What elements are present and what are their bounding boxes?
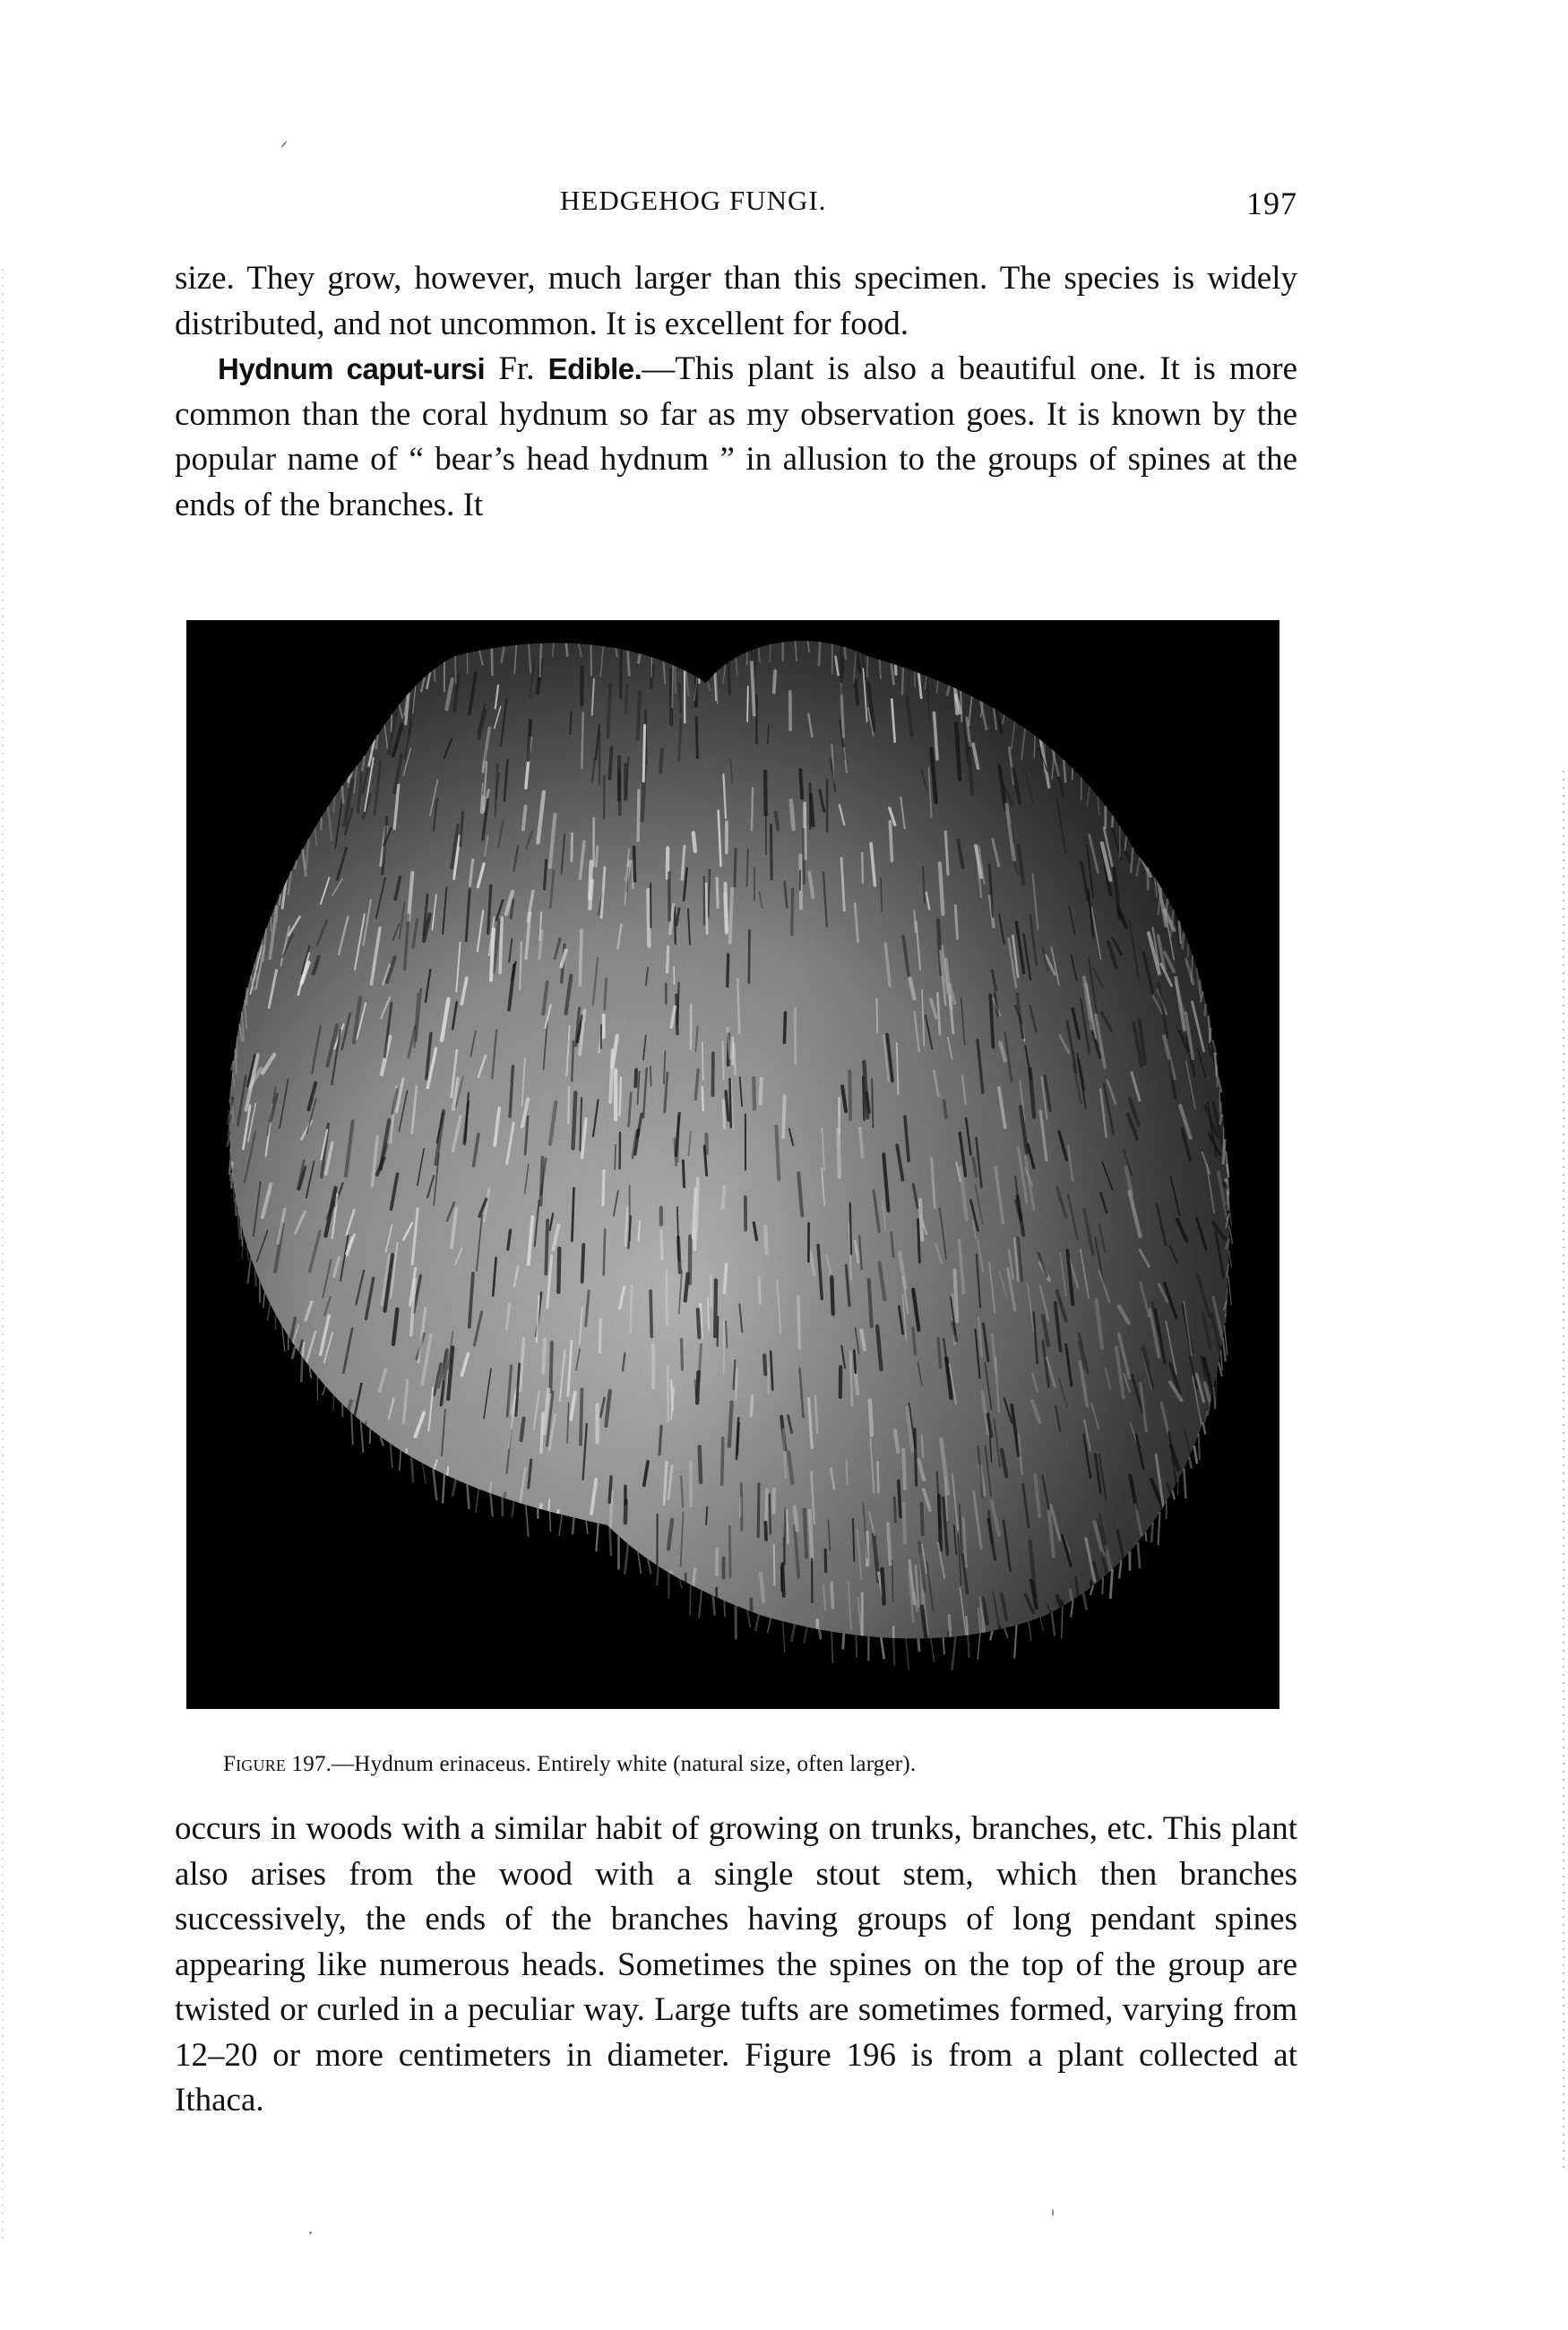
fringe-spine (675, 666, 676, 694)
figure-photo (186, 620, 1279, 1709)
figure-caption (223, 1752, 1271, 1777)
text-block-bottom (175, 1807, 1297, 2124)
fringe-spine (902, 668, 903, 695)
fringe-spine (1199, 1434, 1200, 1460)
chapter-title: HEDGEHOG FUNGI. (560, 185, 827, 216)
fringe-spine (370, 1428, 371, 1444)
fringe-spine (246, 988, 247, 1005)
fringe-spine (573, 1518, 574, 1535)
fringe-spine (1205, 1004, 1206, 1016)
fringe-spine (1062, 1606, 1063, 1638)
speck (280, 141, 288, 149)
paragraph-continuation: occurs in woods with a similar habit of growing on trunks, branches, etc. This plant also arises from the wood with a single stout stem, which then branches successively, the ends of the branches having groups of long pendant spines appearing like numerous heads. Sometimes the spines on the top of the group are twisted or curled in a peculiar way. Large tufts are sometimes formed, varying from 12–20 or more centimeters in diameter. Figure 196 is from a plant collected at Ithaca. (175, 1810, 1297, 2119)
hydnum-erinaceus-photo (186, 620, 1279, 1709)
fringe-spine (502, 1497, 503, 1516)
fringe-spine (943, 1637, 944, 1654)
page-number: 197 (1246, 186, 1297, 221)
fringe-spine (566, 643, 568, 657)
scan-artifact-left (2, 269, 4, 2240)
fringe-spine (455, 656, 456, 684)
fringe-spine (231, 1173, 232, 1189)
scan-artifact-right (1563, 771, 1564, 2169)
fringe-spine (819, 642, 820, 666)
fringe-spine (844, 647, 846, 660)
fringe-spine (301, 1357, 302, 1382)
fringe-spine (1102, 1577, 1103, 1594)
species-authority: Fr. (485, 350, 548, 387)
fringe-spine (690, 1584, 691, 1615)
speck (309, 2231, 312, 2234)
fringe-spine (550, 1512, 551, 1532)
paragraph-continued: size. They grow, however, much larger than this specimen. The species is widely distributed, and not uncommon. It is excellent for food. (175, 260, 1297, 342)
fringe-spine (1200, 979, 1201, 997)
fringe-spine (628, 651, 630, 677)
fringe-spine (236, 1048, 237, 1074)
fringe-spine (893, 1638, 894, 1666)
species-name: Hydnum caput-ursi (218, 352, 486, 385)
fringe-spine (492, 649, 493, 677)
caption-text: —Hydnum erinaceus. Entirely white (natural size, often larger). (332, 1752, 917, 1776)
fringe-spine (591, 645, 592, 677)
fringe-spine (1188, 944, 1189, 957)
fringe-spine (1034, 736, 1035, 758)
fringe-spine (1146, 1532, 1147, 1541)
fringe-spine (918, 1638, 919, 1652)
fringe-spine (724, 1601, 725, 1617)
fringe-spine (843, 1634, 844, 1650)
fringe-spine (1210, 1028, 1211, 1043)
fringe-spine (657, 1566, 658, 1586)
fringe-spine (867, 656, 868, 677)
fringe-spine (609, 1527, 611, 1556)
fringe-spine (234, 1185, 235, 1203)
fringe-spine (968, 1635, 969, 1659)
speck (1052, 2209, 1054, 2216)
fringe-spine (639, 653, 641, 663)
fringe-spine (1220, 1102, 1221, 1118)
paragraph-body: —This plant is also a beautiful one. It is more common than the coral hydnum so far as my observation goes. It is known by the popular name of “ bear’s head hydnum ” in allusion to the groups of spines at the ends of the branches. It (175, 350, 1297, 523)
fringe-spine (819, 1629, 821, 1639)
fringe-spine (228, 1110, 230, 1124)
fringe-spine (280, 893, 281, 905)
fringe-spine (540, 643, 541, 677)
fringe-spine (376, 735, 378, 749)
fringe-spine (1151, 1523, 1153, 1543)
figure-label: Figure 197. (223, 1752, 332, 1776)
text-block-top (175, 256, 1297, 528)
edibility-label: Edible. (547, 352, 642, 385)
fringe-spine (275, 1315, 276, 1330)
fringe-spine (342, 786, 344, 804)
fringe-spine (1112, 816, 1113, 827)
fringe-spine (255, 1269, 256, 1286)
paragraph-hydnum-caput-ursi (175, 347, 1297, 528)
fringe-spine (1148, 867, 1149, 891)
running-head (175, 185, 1297, 224)
fringe-spine (1217, 1065, 1218, 1087)
fringe-spine (236, 1197, 237, 1216)
